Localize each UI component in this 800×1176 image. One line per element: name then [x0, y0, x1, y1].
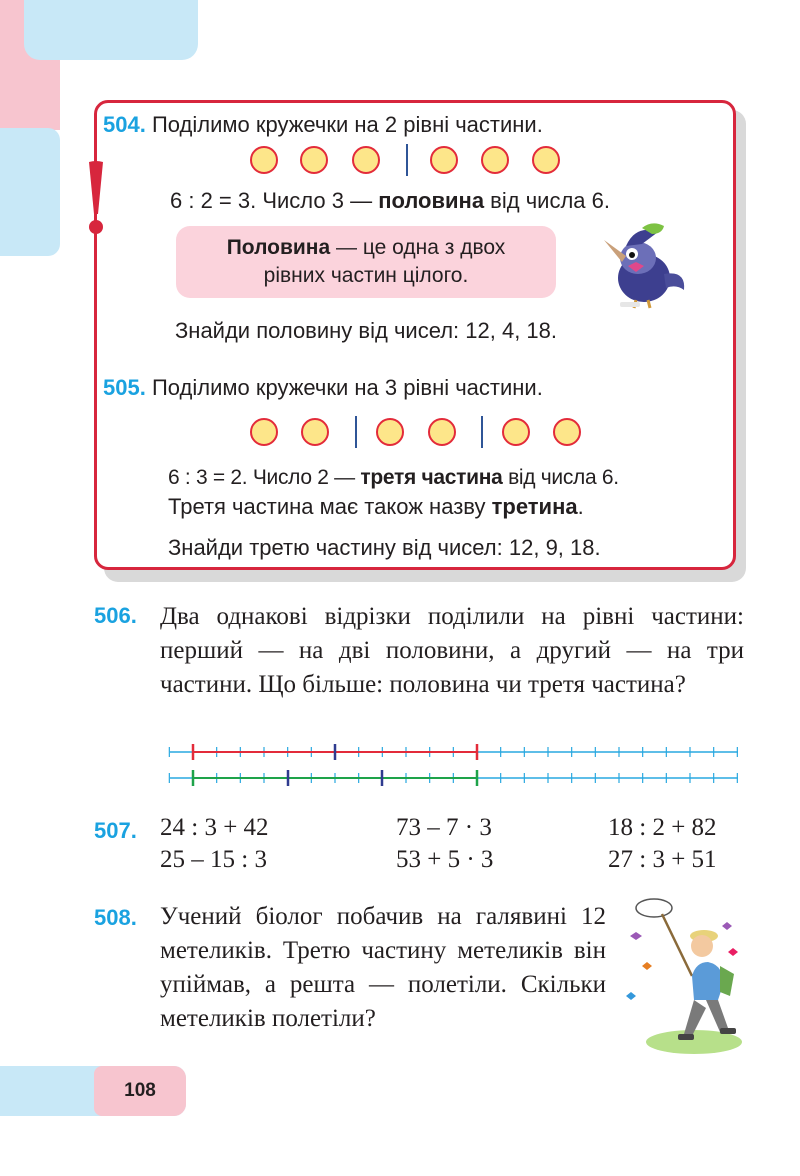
eq-term: половина	[378, 188, 485, 213]
task-506-number: 506.	[94, 603, 137, 628]
task-504-equation	[170, 188, 610, 214]
eq-text-end: від числа 6.	[502, 466, 619, 489]
definition-term: Половина	[226, 236, 331, 259]
task-505-question: Знайди третю частину від чисел: 12, 9, 18.	[168, 535, 601, 560]
task-505-equation	[168, 465, 619, 491]
task-508-text: Учений біолог побачив на галявині 12 метеликів. Третю частину метеликів він упіймав, а решта — полетіли. Скільки метеликів полетіли?	[160, 903, 606, 1032]
segments-diagram	[168, 740, 742, 790]
circle	[553, 418, 581, 446]
divider	[406, 144, 408, 176]
page-number: 108	[94, 1066, 186, 1116]
eq-text: 6 : 3 = 2. Число 2 —	[168, 466, 361, 489]
divider	[481, 416, 483, 448]
task-508-number: 508.	[94, 905, 137, 930]
task-505-note	[168, 494, 584, 520]
expr-3-2: 27 : 3 + 51	[608, 846, 717, 873]
task-504-prompt: Поділимо кружечки на 2 рівні частини.	[151, 112, 543, 137]
task-505-prompt: Поділимо кружечки на 3 рівні частини.	[151, 375, 543, 400]
note-term: третина	[491, 494, 578, 519]
definition-box	[176, 226, 556, 298]
circle	[352, 146, 380, 174]
task-504-question: Знайди половину від чисел: 12, 4, 18.	[175, 318, 558, 343]
circle	[430, 146, 458, 174]
expr-1-2: 25 – 15 : 3	[160, 846, 267, 873]
circle	[376, 418, 404, 446]
expr-3-1: 18 : 2 + 82	[608, 814, 717, 841]
bird-illustration	[592, 218, 688, 310]
circle	[300, 146, 328, 174]
circle	[428, 418, 456, 446]
definition-text: — це одна з двох	[330, 236, 506, 259]
circle	[250, 418, 278, 446]
circle	[301, 418, 329, 446]
circle	[502, 418, 530, 446]
definition-line-2: рівних частин цілого.	[263, 264, 469, 287]
note-end: .	[577, 494, 584, 519]
eq-text: 6 : 2 = 3. Число 3 —	[170, 188, 379, 213]
divider	[355, 416, 357, 448]
expr-1-1: 24 : 3 + 42	[160, 814, 269, 841]
eq-text-end: від числа 6.	[484, 188, 610, 213]
task-504-number: 504.	[103, 112, 146, 137]
task-506-text: Два однакові відрізки поділили на рівні частини: перший — на дві половини, а другий — на три частини. Що більше: половина чи третя частина?	[160, 603, 744, 698]
exclamation-icon	[86, 160, 106, 236]
circle	[250, 146, 278, 174]
task-504-header	[103, 112, 543, 138]
eq-term: третя частина	[360, 466, 503, 489]
expr-2-1: 73 – 7 · 3	[396, 814, 492, 841]
boy-with-net-illustration	[622, 896, 744, 1056]
expr-2-2: 53 + 5 · 3	[396, 846, 494, 873]
definition-line-1	[176, 234, 556, 262]
task-507-number: 507.	[94, 818, 137, 843]
corner-decoration-blue	[24, 0, 198, 60]
circle	[481, 146, 509, 174]
task-505-number: 505.	[103, 375, 146, 400]
note-text: Третя частина має також назву	[168, 494, 492, 519]
side-decoration-blue	[0, 128, 60, 256]
task-505-header	[103, 375, 543, 401]
circle	[532, 146, 560, 174]
